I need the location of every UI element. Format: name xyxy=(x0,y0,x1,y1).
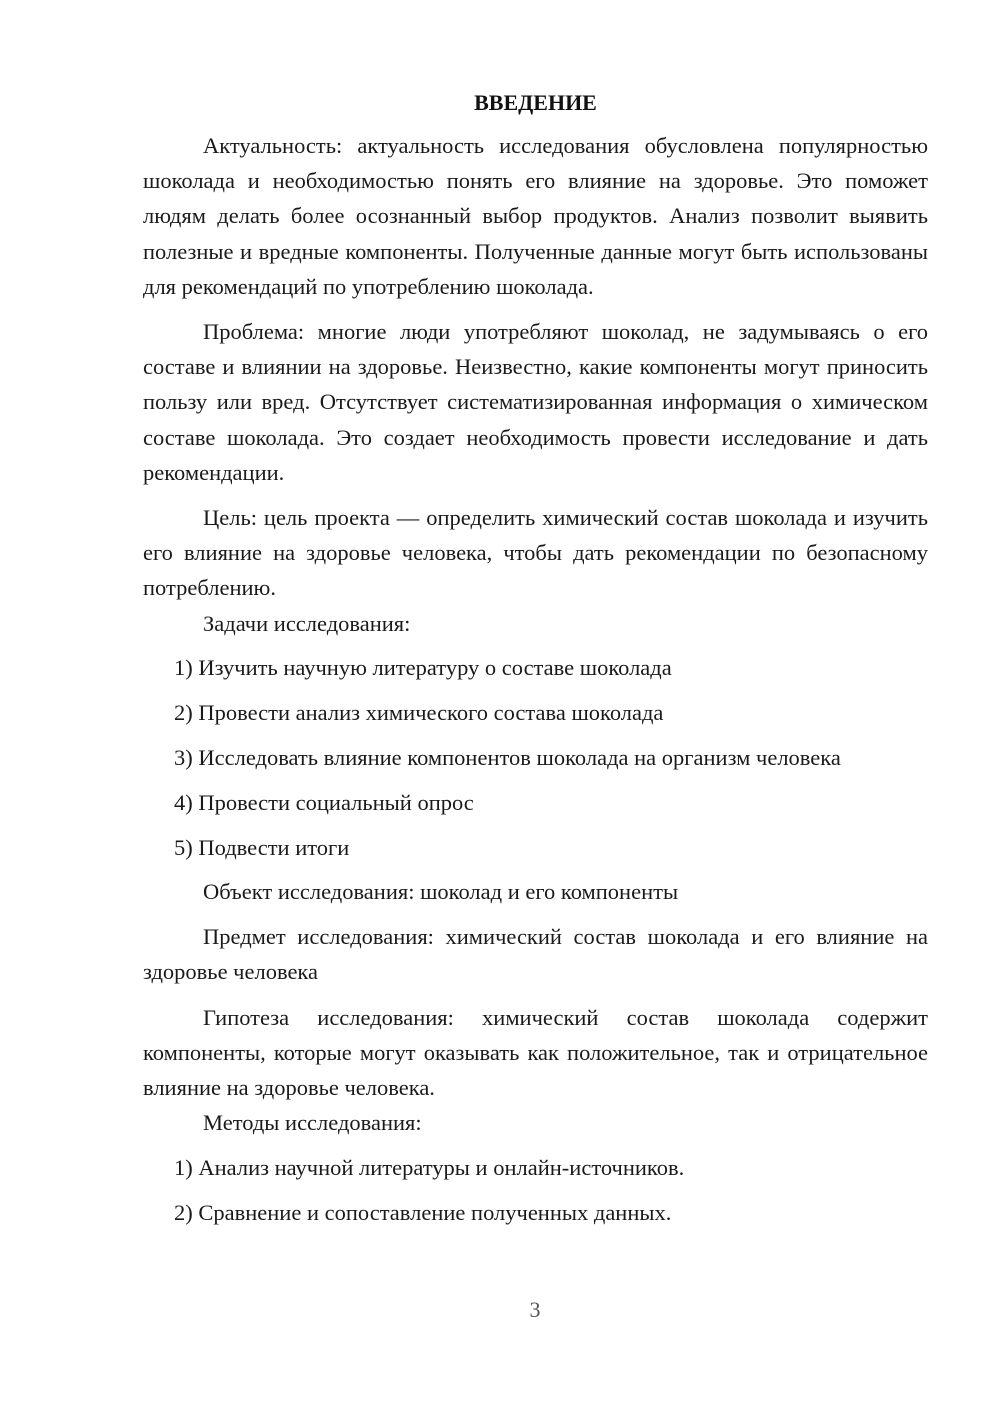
tasks-list xyxy=(143,650,928,864)
methods-list xyxy=(143,1150,928,1230)
hypothesis-paragraph: Гипотеза исследования: химический состав шоколада содержит компоненты, которые могут оказывать как положительное, так и отрицательное влияние на здоровье человека. xyxy=(143,1004,928,1101)
task-item-3: 3) Исследовать влияние компонентов шоколада на организм человека xyxy=(174,745,841,771)
document-page xyxy=(143,90,928,1230)
task-item-1: 1) Изучить научную литературу о составе шоколада xyxy=(174,655,672,681)
task-item-2: 2) Провести анализ химического состава шоколада xyxy=(174,700,664,726)
task-item-4: 4) Провести социальный опрос xyxy=(174,789,474,815)
tasks-title: Задачи исследования: xyxy=(203,610,411,636)
relevance-paragraph: Актуальность: актуальность исследования обусловлена популярностью шоколада и необходимостью понять его влияние на здоровье. Это поможет людям делать более осознанный выбор продуктов. Анализ позволит выявить полезные и вредные компоненты. Полученные данные могут быть использованы для рекомендаций по употреблению шоколада. xyxy=(143,133,928,299)
method-item-2: 2) Сравнение и сопоставление полученных данных. xyxy=(174,1199,672,1225)
object-paragraph: Объект исследования: шоколад и его компоненты xyxy=(203,879,679,905)
methods-title: Методы исследования: xyxy=(203,1110,422,1136)
subject-paragraph: Предмет исследования: химический состав шоколада и его влияние на здоровье человека xyxy=(143,924,928,985)
section-heading: ВВЕДЕНИЕ xyxy=(474,90,597,115)
method-item-1: 1) Анализ научной литературы и онлайн-источников. xyxy=(174,1155,685,1181)
task-item-5: 5) Подвести итоги xyxy=(174,834,350,860)
page-number: 3 xyxy=(529,1297,541,1322)
problem-paragraph: Проблема: многие люди употребляют шоколад, не задумываясь о его составе и влиянии на здоровье. Неизвестно, какие компоненты могут приносить пользу или вред. Отсутствует систематизированная информация о химическом составе шоколада. Это создает необходимость провести исследование и дать рекомендации. xyxy=(143,319,928,485)
goal-paragraph: Цель: цель проекта — определить химический состав шоколада и изучить его влияние на здоровье человека, чтобы дать рекомендации по безопасному потреблению. xyxy=(143,505,928,601)
